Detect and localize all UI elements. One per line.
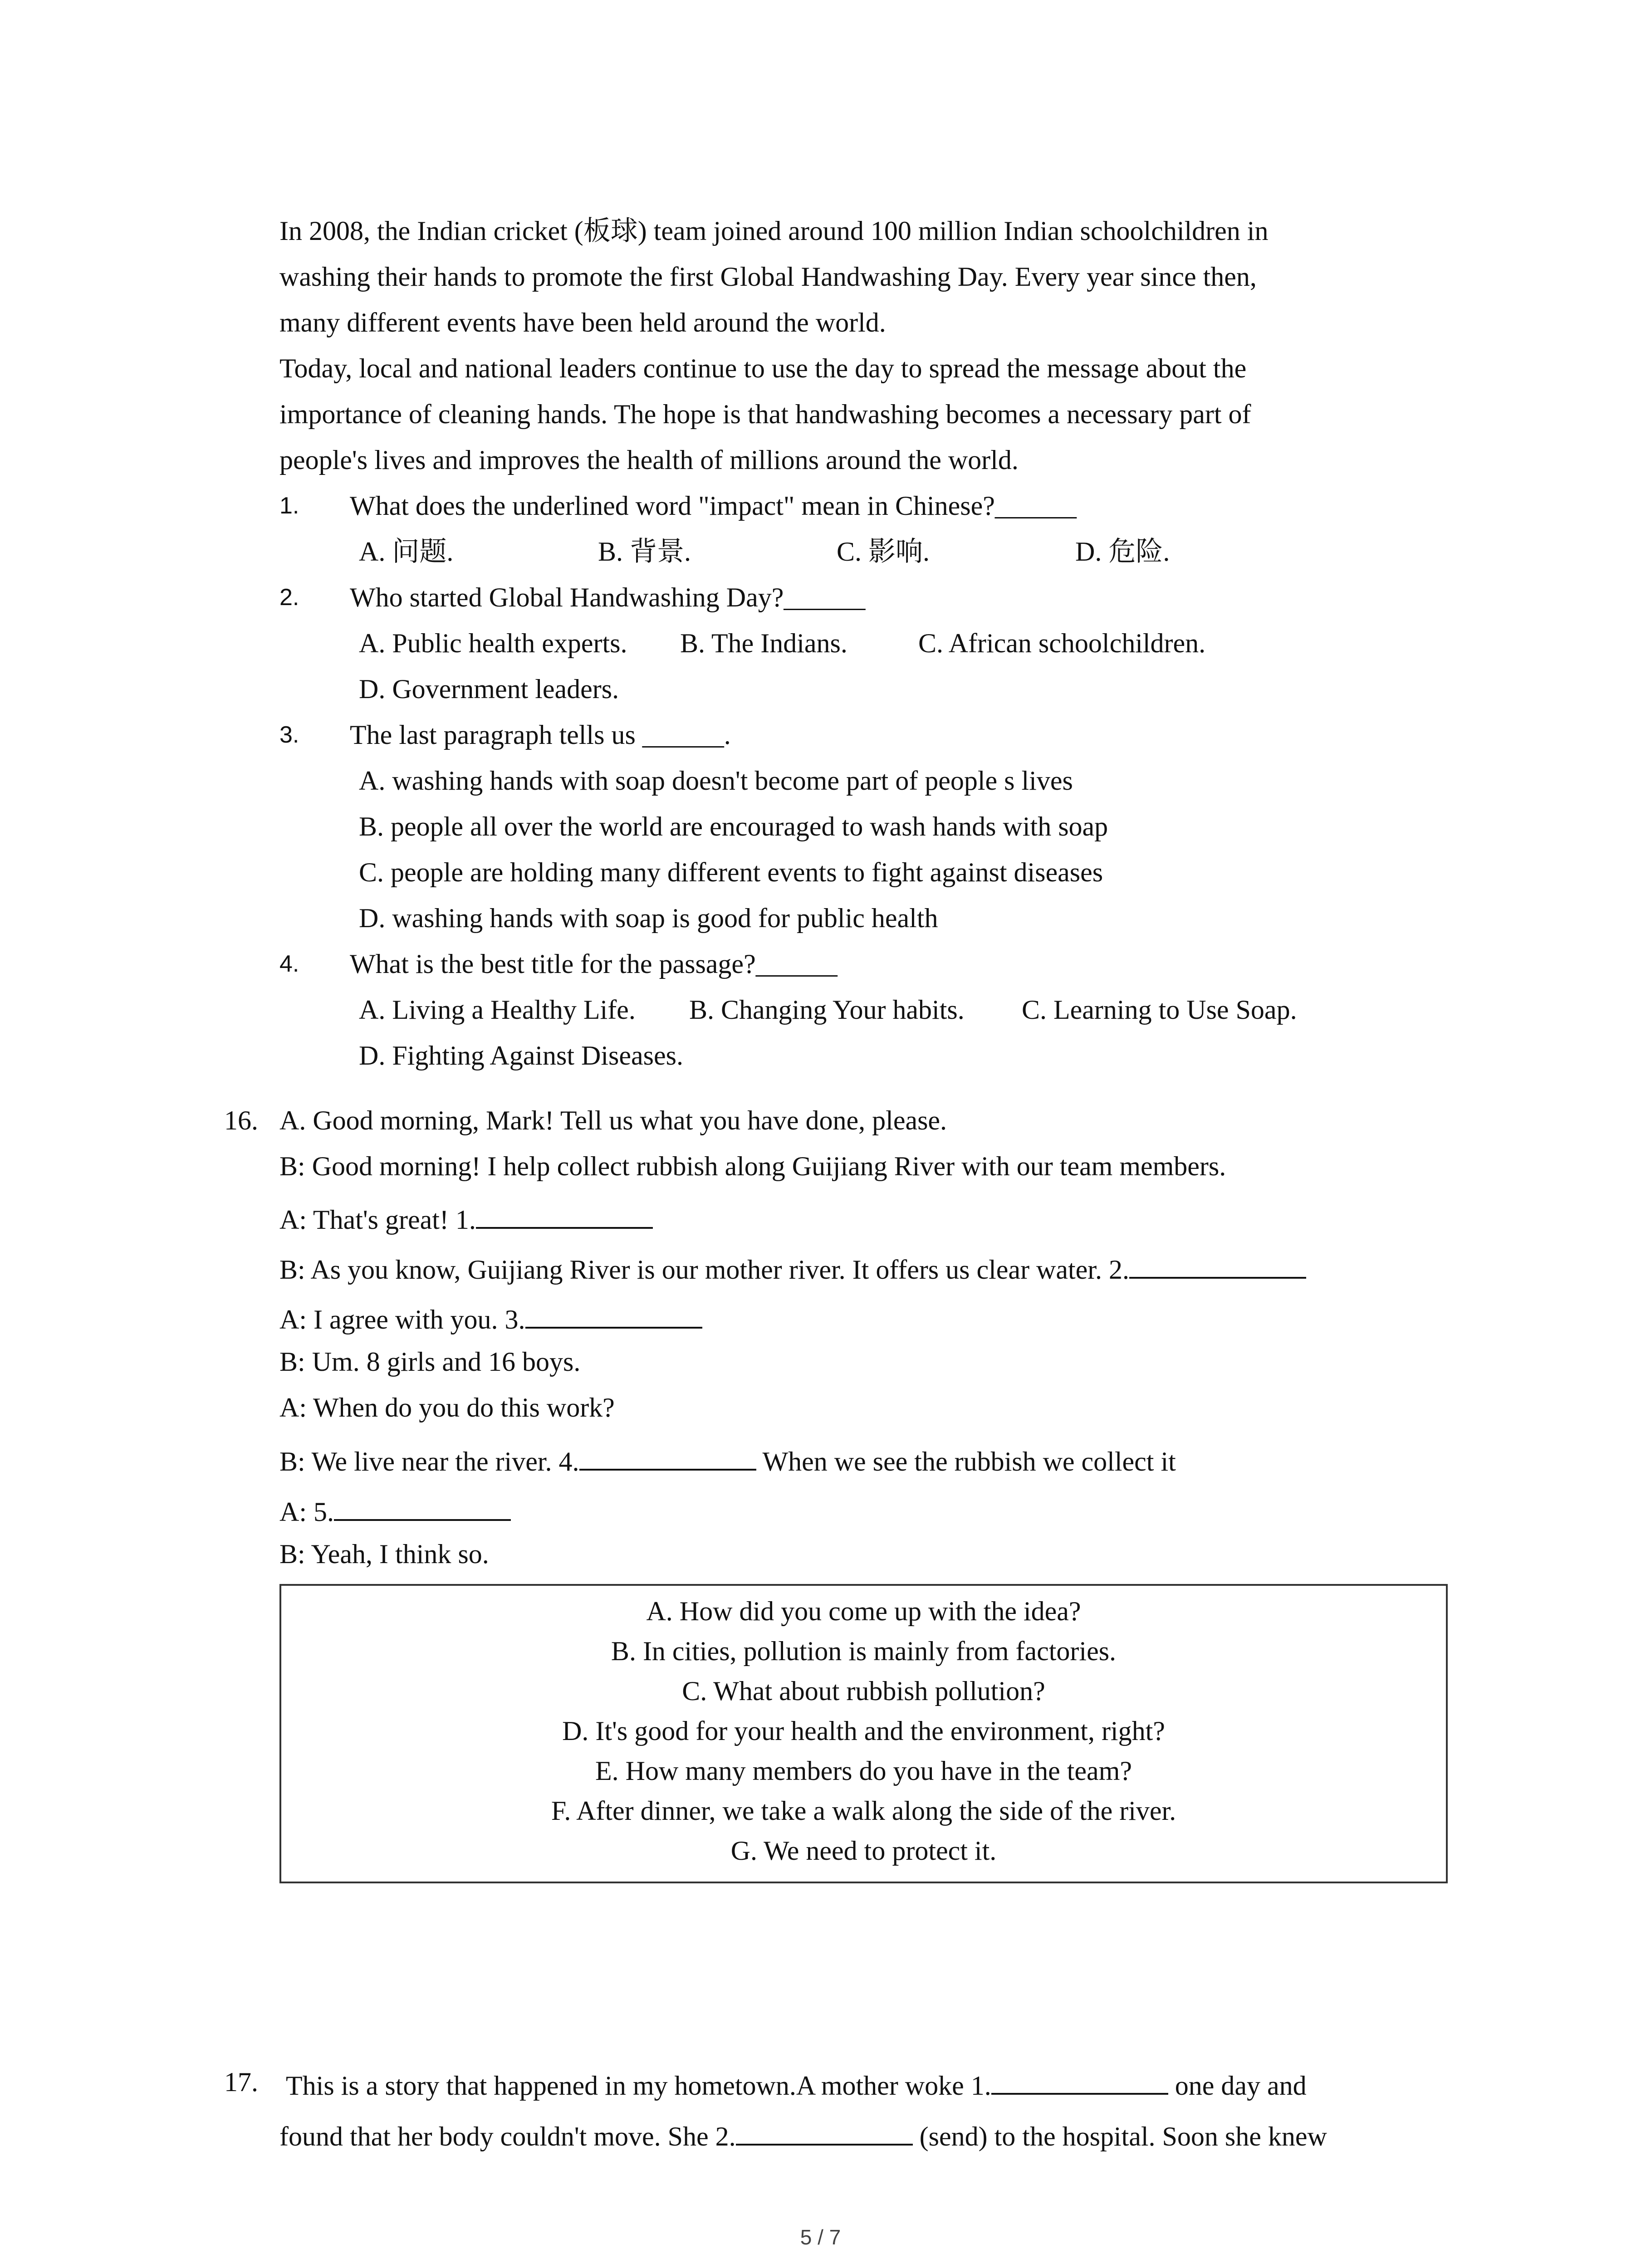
answer-blank[interactable] (579, 1442, 756, 1471)
option: C. Learning to Use Soap. (1022, 995, 1297, 1025)
question-number: 1. (279, 493, 299, 519)
answer-blank[interactable] (476, 1200, 653, 1229)
answer-blank[interactable] (1129, 1250, 1306, 1279)
option-line: E. How many members do you have in the team? (595, 1756, 1132, 1786)
option: B. Changing Your habits. (689, 995, 965, 1025)
dialogue-line: A: That's great! 1. (279, 1200, 653, 1236)
question-text: What is the best title for the passage?______ (350, 949, 838, 979)
option: B. The Indians. (680, 628, 847, 658)
option: A. Living a Healthy Life. (359, 995, 636, 1025)
answer-blank[interactable] (736, 2116, 913, 2146)
passage-line: washing their hands to promote the first Global Handwashing Day. Every year since then, (279, 262, 1257, 292)
passage-line: people's lives and improves the health of millions around the world. (279, 445, 1019, 475)
option: D. Government leaders. (359, 674, 619, 704)
question-text: Who started Global Handwashing Day?______ (350, 582, 866, 612)
option-line: F. After dinner, we take a walk along the side of the river. (551, 1796, 1176, 1826)
option: B. people all over the world are encouraged to wash hands with soap (359, 811, 1108, 841)
dialogue-line: B: Um. 8 girls and 16 boys. (279, 1347, 581, 1377)
cloze-line: found that her body couldn't move. She 2. (send) to the hospital. Soon she knew (279, 2116, 1327, 2153)
option-line: A. How did you come up with the idea? (646, 1596, 1081, 1626)
question-number: 17. (224, 2067, 258, 2097)
option-line: D. It's good for your health and the environment, right? (562, 1716, 1165, 1746)
dialogue-line: B: Yeah, I think so. (279, 1539, 489, 1569)
passage-line: Today, local and national leaders continue to use the day to spread the message about the (279, 353, 1247, 383)
dialogue-line: A: When do you do this work? (279, 1393, 615, 1422)
answer-blank[interactable] (525, 1300, 702, 1329)
dialogue-line: A. Good morning, Mark! Tell us what you have done, please. (279, 1105, 947, 1135)
option: A. 问题. (359, 537, 454, 567)
answer-blank[interactable] (991, 2066, 1168, 2095)
dialogue-line: A: I agree with you. 3. (279, 1300, 702, 1336)
dialogue-line: B: As you know, Guijiang River is our mother river. It offers us clear water. 2. (279, 1250, 1306, 1286)
passage-line: In 2008, the Indian cricket (板球) team joined around 100 million Indian schoolchildren in (279, 216, 1269, 246)
question-number: 4. (279, 951, 299, 977)
question-text: The last paragraph tells us ______. (350, 720, 731, 750)
cloze-line: This is a story that happened in my hometown.A mother woke 1. one day and (286, 2066, 1307, 2102)
option: D. 危险. (1075, 537, 1170, 567)
dialogue-line: B: Good morning! I help collect rubbish along Guijiang River with our team members. (279, 1151, 1226, 1181)
option: A. Public health experts. (359, 628, 627, 658)
option-line: B. In cities, pollution is mainly from factories. (611, 1636, 1117, 1666)
answer-blank[interactable] (334, 1492, 511, 1521)
option: C. people are holding many different events to fight against diseases (359, 857, 1103, 887)
question-number: 3. (279, 722, 299, 748)
dialogue-line: A: 5. (279, 1492, 511, 1528)
option-line: G. We need to protect it. (730, 1836, 997, 1866)
passage-line: importance of cleaning hands. The hope is that handwashing becomes a necessary part of (279, 399, 1251, 429)
option: D. Fighting Against Diseases. (359, 1041, 683, 1070)
option: A. washing hands with soap doesn't become part of people s lives (359, 766, 1073, 796)
option: C. 影响. (837, 537, 930, 567)
option: B. 背景. (598, 537, 691, 567)
question-number: 2. (279, 584, 299, 611)
options-box (279, 1584, 1448, 1883)
passage-line: many different events have been held around the world. (279, 308, 886, 337)
question-text: What does the underlined word "impact" mean in Chinese?______ (350, 491, 1077, 521)
option: D. washing hands with soap is good for public health (359, 903, 938, 933)
question-number: 16. (224, 1105, 258, 1135)
page-number: 5 / 7 (800, 2225, 841, 2249)
option-line: C. What about rubbish pollution? (682, 1676, 1045, 1706)
dialogue-line: B: We live near the river. 4. When we see the rubbish we collect it (279, 1442, 1176, 1478)
option: C. African schoolchildren. (918, 628, 1206, 658)
